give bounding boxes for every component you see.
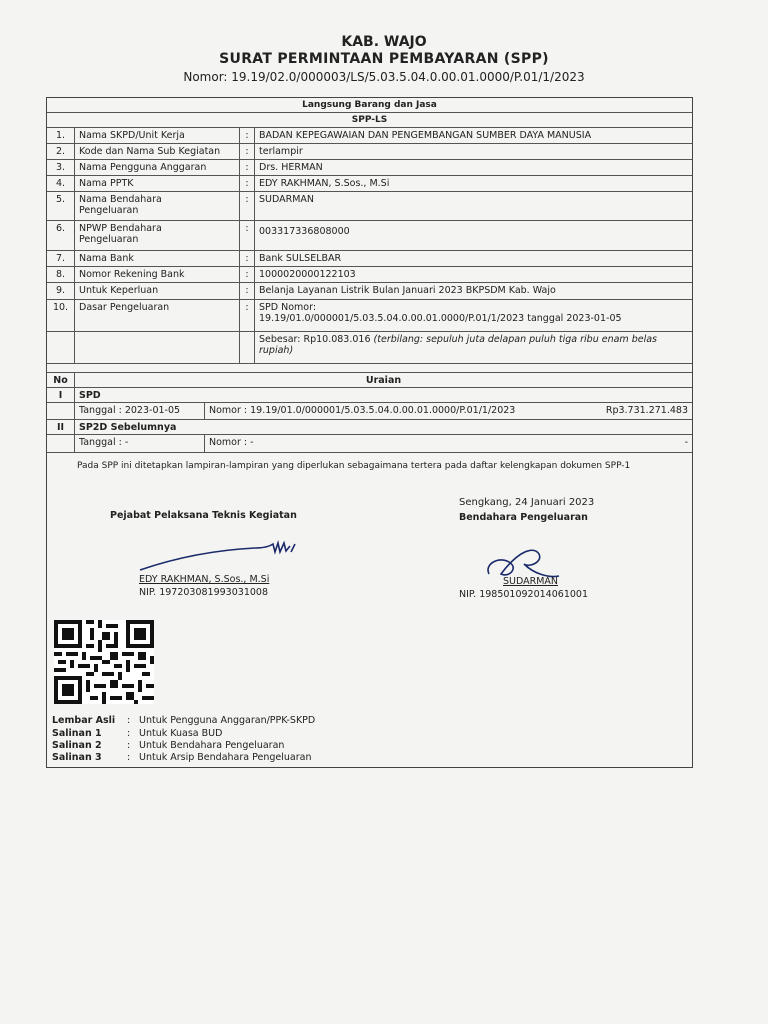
item-value: 1000020000122103 <box>254 267 692 282</box>
sp2d-title-row <box>47 420 692 435</box>
no-header: No <box>53 375 68 386</box>
table-row <box>47 176 692 192</box>
copy-separator: : <box>127 715 131 726</box>
item-separator: : <box>239 283 254 299</box>
table-row <box>47 267 692 283</box>
item-number: 3. <box>55 162 66 173</box>
right-signer-name: SUDARMAN <box>503 576 559 587</box>
uraian-header-row <box>47 373 692 388</box>
sp2d-nomor: Nomor : - <box>204 435 584 452</box>
copy-label: Salinan 2 <box>52 740 102 751</box>
sp2d-title: SP2D Sebelumnya <box>74 420 692 434</box>
sebesar-cell <box>254 332 692 363</box>
spd-nomor: Nomor : 19.19/01.0/000001/5.03.5.04.0.00.01.0000/P.01/1/2023 <box>204 403 584 419</box>
section-type: Langsung Barang dan Jasa <box>302 100 437 110</box>
item-label: Kode dan Nama Sub Kegiatan <box>74 144 239 159</box>
item-number: 9. <box>55 285 66 296</box>
table-row <box>47 300 692 332</box>
sp2d-tanggal: Tanggal : - <box>74 435 204 452</box>
item-value: 003317336808000 <box>254 221 692 250</box>
left-signer-role: Pejabat Pelaksana Teknis Kegiatan <box>110 510 297 521</box>
spd-title: SPD <box>74 388 692 402</box>
sp2d-amount: - <box>684 437 688 448</box>
sebesar-amount: Sebesar: Rp10.083.016 <box>259 334 371 345</box>
item-label-cell <box>74 221 239 250</box>
item-label: Dasar Pengeluaran <box>74 300 239 331</box>
item-number: 1. <box>55 130 66 141</box>
sp2d-detail-row <box>47 435 692 453</box>
table-row <box>47 144 692 160</box>
copy-value: Untuk Kuasa BUD <box>139 728 223 739</box>
item-number: 7. <box>55 253 66 264</box>
note: Pada SPP ini ditetapkan lampiran-lampiran yang diperlukan sebagaimana tertera pada daftar kelengkapan dokumen SPP-1 <box>77 461 631 471</box>
sebesar-row <box>47 332 692 364</box>
note-row <box>47 453 692 483</box>
item-label-cell <box>74 192 239 220</box>
item-separator: : <box>239 221 254 250</box>
spd-amount: Rp3.731.271.483 <box>605 405 688 416</box>
document-title: SURAT PERMINTAAN PEMBAYARAN (SPP) <box>219 51 549 67</box>
item-label-line2: Pengeluaran <box>79 234 139 245</box>
spd-tanggal: Tanggal : 2023-01-05 <box>74 403 204 419</box>
item-label: NPWP Bendahara <box>79 223 162 234</box>
right-signer-role: Bendahara Pengeluaran <box>459 512 588 523</box>
item-value-cell <box>254 300 692 331</box>
item-value: Belanja Layanan Listrik Bulan Januari 2023 BKPSDM Kab. Wajo <box>254 283 692 299</box>
copy-label: Lembar Asli <box>52 715 116 726</box>
item-separator: : <box>239 144 254 159</box>
section-code-row <box>47 113 692 128</box>
item-label: Nama Bendahara <box>79 194 162 205</box>
item-value: SUDARMAN <box>254 192 692 220</box>
item-label-line2: Pengeluaran <box>79 205 139 216</box>
item-separator: : <box>239 176 254 191</box>
uraian-header: Uraian <box>74 373 692 387</box>
item-separator: : <box>239 128 254 143</box>
item-label: Nama Bank <box>74 251 239 266</box>
table-row <box>47 128 692 144</box>
item-value: SPD Nomor: <box>259 302 317 313</box>
spd-number: I <box>58 390 63 401</box>
spd-title-row <box>47 388 692 403</box>
spp-form <box>46 97 693 768</box>
copy-value: Untuk Bendahara Pengeluaran <box>139 740 285 751</box>
item-separator: : <box>239 300 254 331</box>
right-signer-nip: NIP. 198501092014061001 <box>459 589 588 600</box>
item-number: 10. <box>52 302 69 313</box>
item-value: terlampir <box>254 144 692 159</box>
item-value-line2: 19.19/01.0/000001/5.03.5.04.0.00.01.0000/P.01/1/2023 tanggal 2023-01-05 <box>259 313 622 324</box>
item-label: Nama PPTK <box>74 176 239 191</box>
item-value: EDY RAKHMAN, S.Sos., M.Si <box>254 176 692 191</box>
copy-separator: : <box>127 728 131 739</box>
copy-separator: : <box>127 752 131 763</box>
item-separator: : <box>239 192 254 220</box>
item-value: Drs. HERMAN <box>254 160 692 175</box>
item-number: 4. <box>55 178 66 189</box>
copy-value: Untuk Pengguna Anggaran/PPK-SKPD <box>139 715 316 726</box>
item-separator: : <box>239 251 254 266</box>
copy-value: Untuk Arsip Bendahara Pengeluaran <box>139 752 312 763</box>
table-row <box>47 283 692 300</box>
section-type-row <box>47 98 692 113</box>
item-separator: : <box>239 267 254 282</box>
sebesar-terbilang-line2: rupiah) <box>259 345 294 356</box>
item-number: 6. <box>55 223 66 234</box>
place-date: Sengkang, 24 Januari 2023 <box>459 497 595 508</box>
sebesar-terbilang: (terbilang: sepuluh juta delapan puluh tiga ribu enam belas <box>373 334 657 345</box>
section-code: SPP-LS <box>351 115 388 125</box>
item-number: 2. <box>55 146 66 157</box>
document-number: Nomor: 19.19/02.0/000003/LS/5.03.5.04.0.00.01.0000/P.01/1/2023 <box>183 70 585 84</box>
table-row <box>47 251 692 267</box>
item-label: Untuk Keperluan <box>74 283 239 299</box>
header-regency: KAB. WAJO <box>341 34 427 50</box>
left-signer-name: EDY RAKHMAN, S.Sos., M.Si <box>139 574 270 585</box>
table-row <box>47 221 692 251</box>
item-value: Bank SULSELBAR <box>254 251 692 266</box>
sp2d-number: II <box>56 422 65 433</box>
item-number: 8. <box>55 269 66 280</box>
item-label: Nomor Rekening Bank <box>74 267 239 282</box>
item-value: BADAN KEPEGAWAIAN DAN PENGEMBANGAN SUMBER DAYA MANUSIA <box>254 128 692 143</box>
copy-separator: : <box>127 740 131 751</box>
spd-detail-row <box>47 403 692 420</box>
left-signer-nip: NIP. 197203081993031008 <box>139 587 268 598</box>
table-row <box>47 160 692 176</box>
qr-code <box>54 620 154 704</box>
item-label: Nama SKPD/Unit Kerja <box>74 128 239 143</box>
left-signature <box>135 538 310 576</box>
item-number: 5. <box>55 194 66 205</box>
table-row <box>47 192 692 221</box>
item-label: Nama Pengguna Anggaran <box>74 160 239 175</box>
item-separator: : <box>239 160 254 175</box>
copy-label: Salinan 1 <box>52 728 102 739</box>
copy-label: Salinan 3 <box>52 752 102 763</box>
